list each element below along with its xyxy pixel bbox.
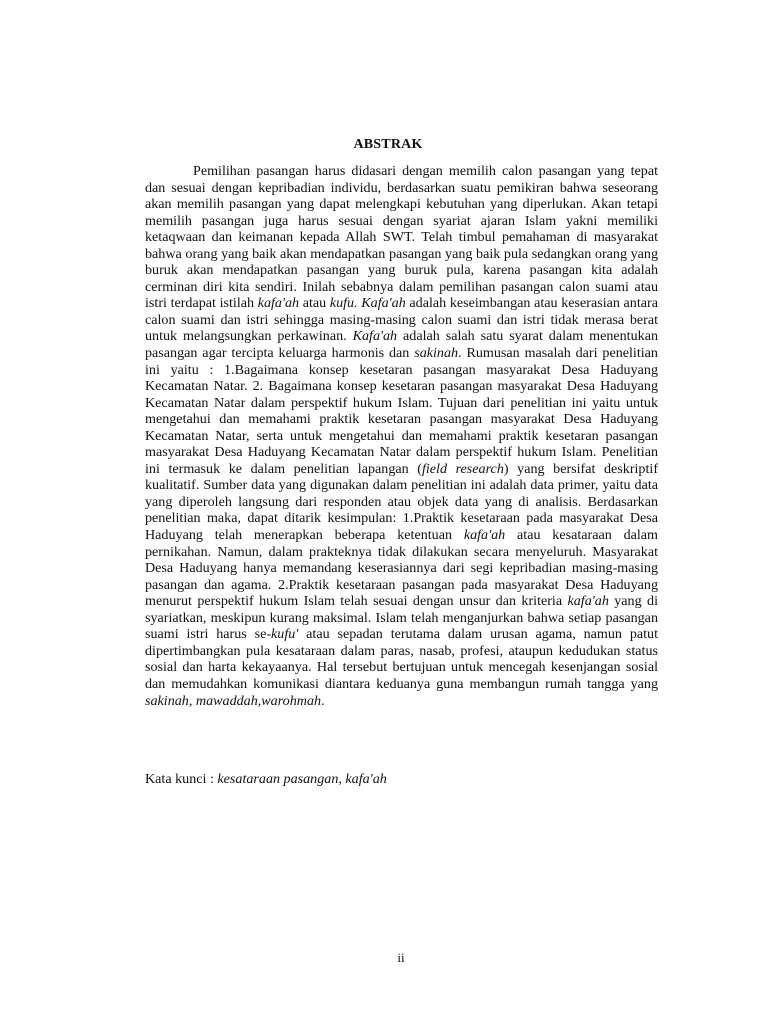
abstract-run-italic: kafa'ah <box>463 527 506 544</box>
abstract-run: . Rumusan masalah dari penelitian ini yaitu : 1.Bagaimana konsep kesetaran pasangan masyarakat Desa Haduyang Kecamatan Natar. 2. Bagaimana konsep kesetaran pasangan masyarakat Desa Haduyang Kecamatan Natar dalam perspektif hukum Islam. Tujuan dari penelitian ini yaitu untuk mengetahui dan memahami praktik kesetaran pasangan masyarakat Desa Haduyang Kecamatan Natar, serta untuk mengetahui dan memahami praktik kesetaran pasangan masyarakat Desa Haduyang Kecamatan Natar dalam perspektif hukum Islam. Penelitian ini termasuk ke dalam penelitian lapangan ( <box>145 345 658 477</box>
abstract-run: atau <box>299 295 330 312</box>
abstract-run: ) yang bersifat deskriptif kualitatif. Sumber data yang digunakan dalam penelitian ini adalah data primer, yaitu data yang diperoleh langsung dari responden atau objek data yang di analisis. Berdasarkan penelitian maka, dapat ditarik kesimpulan: 1.Praktik kesetaraan pada masyarakat Desa Haduyang telah menerapkan beberapa ketentuan <box>145 460 659 544</box>
abstract-run-italic: kufu. Kafa'ah <box>329 295 406 312</box>
abstract-run-italic: field research <box>421 460 504 477</box>
abstract-run: atau kesataraan dalam pernikahan. Namun, dalam prakteknya tidak dilakukan secara menyeluruh. Masyarakat Desa Haduyang hanya memandang keserasiannya dari segi kepribadian masing-masing pasangan dan agama. 2.Praktik kesetaraan pasangan pada masyarakat Desa Haduyang menurut perspektif hukum Islam telah sesuai dengan unsur dan kriteria <box>145 527 659 610</box>
abstract-run: yang di syariatkan, meskipun kurang maksimal. Islam telah menganjurkan bahwa setiap pasangan suami istri harus se- <box>145 593 658 643</box>
keywords-value: kesataraan pasangan, kafa'ah <box>217 771 387 787</box>
abstract-run: . <box>321 692 325 709</box>
abstract-run-italic: kafa'ah <box>257 295 300 312</box>
abstract-run-italic: sakinah, mawaddah,warohmah <box>145 692 322 709</box>
page-number: ii <box>397 950 405 965</box>
abstract-title: ABSTRAK <box>353 137 423 152</box>
abstract-body <box>145 163 658 709</box>
keywords-line <box>145 771 658 788</box>
abstract-run-italic: sakinah <box>414 345 459 362</box>
abstract-run-italic: Kafa'ah <box>352 328 398 345</box>
abstract-run: adalah keseimbangan atau keserasian antara calon suami dan istri sehingga masing-masing calon suami dan istri tidak merasa berat untuk melangsungkan perkawinan. <box>145 295 658 345</box>
abstract-run: Pemilihan pasangan harus didasari dengan memilih calon pasangan yang tepat dan sesuai dengan kepribadian individu, berdasarkan suatu pemikiran bahwa seseorang akan memilih pasangan yang dapat melengkapi kebutuhan yang diperlukan. Akan tetapi memilih pasangan juga harus sesuai dengan syariat ajaran Islam yakni memiliki ketaqwaan dan keimanan kepada Allah SWT. Telah timbul pemahaman di masyarakat bahwa orang yang baik akan mendapatkan pasangan yang baik pula sedangkan orang yang buruk akan mendapatkan pasangan yang buruk pula, karena pasangan kita adalah cerminan diri kita sendiri. Inilah sebabnya dalam pemilihan pasangan calon suami atau istri terdapat istilah <box>145 163 658 312</box>
abstract-run: atau sepadan terutama dalam urusan agama, namun patut dipertimbangkan pula kesataraan dalam paras, nasab, profesi, ataupun kedudukan status sosial dan harta kekayaanya. Hal tersebut bertujuan untuk mencegah kesenjangan sosial dan memudahkan komunikasi diantara keduanya guna membangun rumah tangga yang <box>145 626 658 692</box>
abstract-run: adalah salah satu syarat dalam menentukan pasangan agar tercipta keluarga harmonis dan <box>145 328 658 362</box>
keywords-label: Kata kunci : <box>145 771 218 787</box>
abstract-run-italic: kafa'ah <box>567 593 609 610</box>
abstract-run-italic: kufu' <box>271 626 299 643</box>
